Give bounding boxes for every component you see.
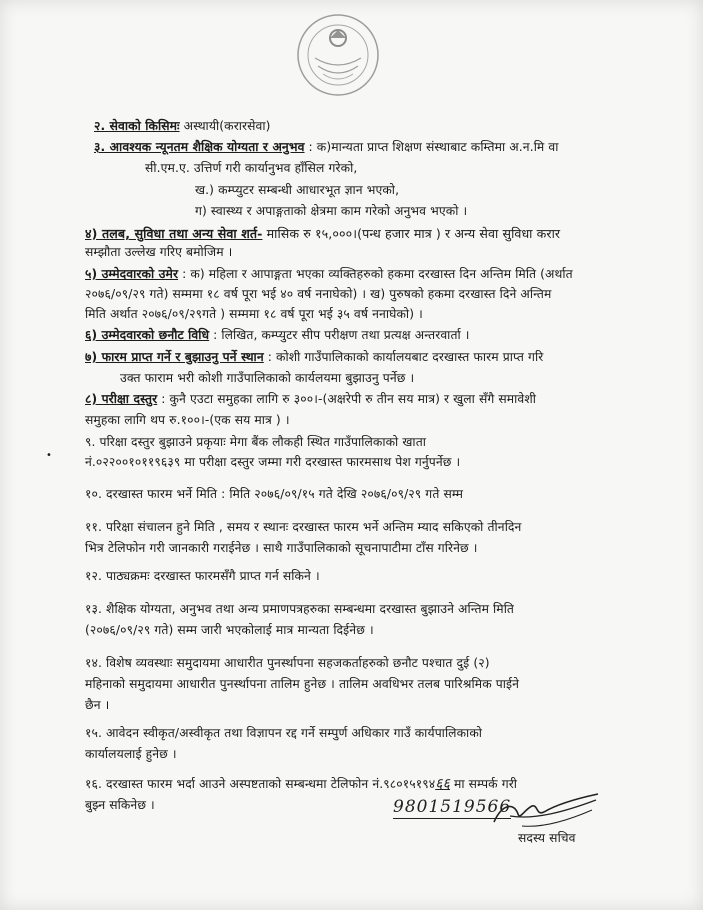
item-5-line1 [85,266,573,283]
item-4-line2: सम्झौता उल्लेख गरिए बमोजिम । [85,245,233,259]
item-3-line2: सी.एम.ए. उत्तिर्ण गरी कार्यानुभव हाँसिल गरेको, [145,161,358,175]
item-13-line1: १३. शैक्षिक योग्यता, अनुभव तथा अन्य प्रमाणपत्रहरुका सम्बन्धमा दरखास्त बुझाउने अन्तिम मिति [85,602,514,616]
item-5-text-1: : क) महिला र आपाङ्गता भएका व्यक्तिहरुको हकमा दरखास्त दिन अन्तिम मिति (अर्थात [178,267,573,281]
item-13-line2: (२०७६/०९/२९ गते) सम्म जारी भएकोलाई मात्र मान्यता दिईनेछ । [85,623,374,637]
handwritten-signature [474,786,604,834]
item-8-line2: समुहका लागि थप रु.१००।-(एक सय मात्र ) । [85,413,290,427]
item-9-line1: ९. परिक्षा दस्तुर बुझाउने प्रकृयाः मेगा बैंक लौकही स्थित गाउँपालिकाको खाता [85,435,426,449]
item-5-label: ५) उम्मेदवारको उमेर [85,267,179,281]
item-2-text: अस्थायी(करारसेवा) [179,119,271,133]
item-7-text-1: : कोशी गाउँपालिकाको कार्यालयबाट दरखास्त फारम प्राप्त गरि [263,350,544,364]
item-7-line2: उक्त फाराम भरी कोशी गाउँपालिकाको कार्यलयमा बुझाउनु पर्नेछ । [120,371,415,385]
item-11-line1: ११. परिक्षा संचालन हुने मिति , समय र स्थानः दरखास्त फारम भर्ने अन्तिम म्याद सकिएको तीनदिन [85,520,522,534]
item-12: १२. पाठ्यक्रमः दरखास्त फारमसँगै प्राप्त गर्न सकिने । [85,569,320,583]
item-8-label: ८) परीक्षा दस्तुर [85,392,158,406]
item-9-line2: नं.०२२००१०११९६३९ मा परीक्षा दस्तुर जम्मा गरी दरखास्त फारमसाथ पेश गर्नुपर्नेछ । [85,455,461,469]
signature-title: सदस्य सचिव [518,831,576,845]
item-16-handwritten-digits: ६६ [435,776,450,792]
item-15-line2: कार्यालयलाई हुनेछ । [85,747,177,761]
office-seal-stamp [293,10,383,100]
item-15-line1: १५. आवेदन स्वीकृत/अस्वीकृत तथा विज्ञापन रद्द गर्ने सम्पुर्ण अधिकार गाउँ कार्यपालिकाको [85,726,483,740]
item-5-line3: मिति अर्थात २०७६/०९/२९गते ) सम्ममा १८ वर्ष पूरा भई ३५ वर्ष ननाघेको) । [85,307,423,321]
item-16-line1 [85,776,517,793]
item-6-text: : लिखित, कम्प्युटर सीप परीक्षण तथा प्रत्यक्ष अन्तरवार्ता । [209,328,470,342]
item-3-label: ३. आवश्यक न्यूनतम शैक्षिक योग्यता र अनुभव [94,140,305,154]
item-7-label: ७) फारम प्राप्त गर्ने र बुझाउनु पर्ने स्थान [85,350,264,364]
item-2 [94,118,271,135]
item-3-line4: ग) स्वास्थ्य र अपाङ्गताको क्षेत्रमा काम गरेको अनुभव भएको । [195,204,468,218]
item-5-line2: २०७६/०९/२९ गते) सम्ममा १८ वर्ष पूरा भई ४० वर्ष ननाघेको) । ख) पुरुषको हकमा दरखास्त दिने अन्तिम [85,287,552,301]
handwritten-phone-number: 9801519566 [393,797,512,817]
item-16-line2: बुझ्न सकिनेछ । [85,798,155,812]
item-14-line3: छैन । [85,698,110,712]
item-6-label: ६) उम्मेदवारको छनौट विधि [85,328,210,342]
item-8-line1 [85,391,536,408]
item-16-text-1b: मा सम्पर्क गरी [449,777,518,791]
item-3-text-1: : क)मान्यता प्राप्त शिक्षण संस्थाबाट कम्तिमा अ.न.मि वा [304,140,559,154]
item-16-text-1a: १६. दरखास्त फारम भर्दा आउने अस्पष्टताको सम्बन्धमा टेलिफोन नं.९८०१५१९४ [85,777,436,791]
item-3-line3: ख.) कम्प्युटर सम्बन्धी आधारभूत ज्ञान भएको, [195,183,400,197]
item-11-line2: भित्र टेलिफोन गरी जानकारी गराईनेछ । साथै गाउँपालिकाको सूचनापाटीमा टाँस गरिनेछ । [85,541,478,555]
item-4-text-1: मासिक रु १५,०००।(पन्ध हजार मात्र ) र अन्य सेवा सुविधा करार [262,226,561,241]
item-6 [85,327,470,344]
item-4-label: ४) तलब, सुविधा तथा अन्य सेवा शर्त- [85,226,263,241]
item-14-line1: १४. विशेष व्यवस्थाः समुदायमा आधारीत पुनर्स्थापना सहजकर्ताहरुको छनौट पश्चात दुई (२) [85,656,490,670]
item-4-line1 [85,225,560,242]
item-2-label: २. सेवाको किसिमः [94,119,180,133]
item-8-text-1: : कुनै एउटा समुहका लागि रु ३००।-(अक्षरेपी रु तीन सय मात्र) र खुला सँगै समावेशी [157,392,537,406]
item-10: १०. दरखास्त फारम भर्ने मिति : मिति २०७६/०९/१५ गते देखि २०७६/०९/२९ गते सम्म [85,487,464,501]
item-7-line1 [85,349,543,366]
bullet-dot: • [46,450,52,461]
item-3-line1 [94,139,559,156]
item-14-line2: महिनाको समुदायमा आधारीत पुनर्स्थापना तालिम हुनेछ । तालिम अवधिभर तलब पारिश्रमिक पाईने [85,677,520,691]
